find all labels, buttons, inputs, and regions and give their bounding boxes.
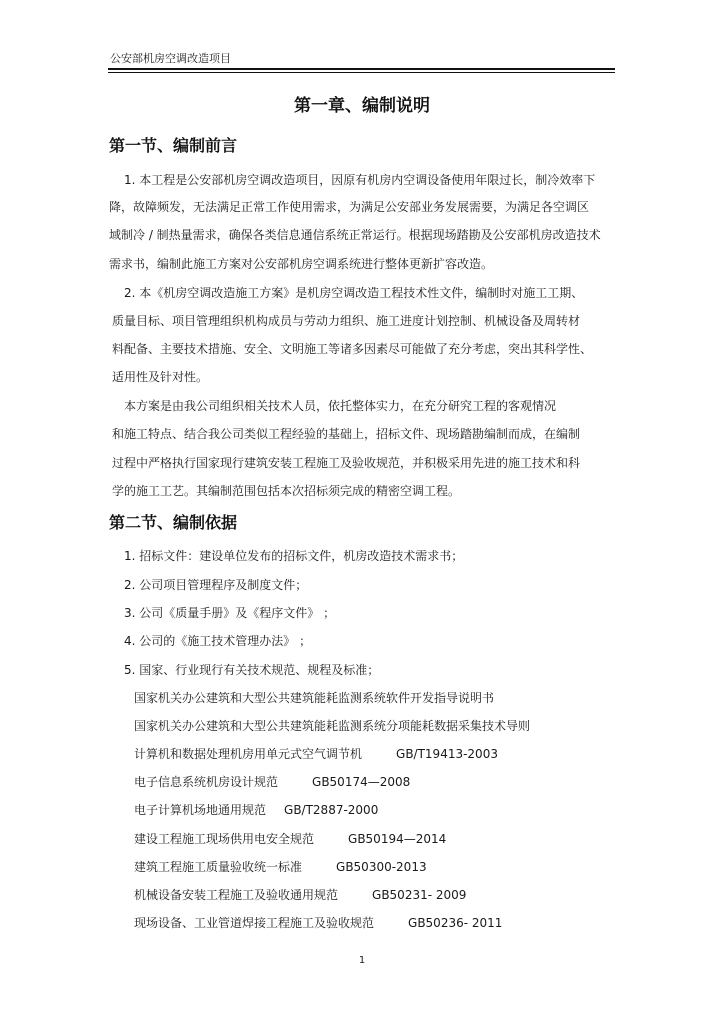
standard-name: 电子计算机场地通用规范 — [134, 803, 267, 817]
section-title: 第一节、编制前言 — [109, 136, 238, 155]
paragraph-line: 域制冷 / 制热量需求，确保各类信息通信系统正常运行。根据现场踏勘及公安部机房改造技术 — [109, 228, 601, 242]
standard-row — [134, 886, 466, 903]
standard-row — [134, 689, 494, 706]
page-number: 1 — [358, 955, 366, 966]
paragraph-line: 本方案是由我公司组织相关技术人员，依托整体实力，在充分研究工程的客观情况 — [124, 399, 557, 413]
paragraph-line: 2. 本《机房空调改造施工方案》是机房空调改造工程技术性文件，编制时对施工工期、 — [124, 286, 584, 300]
paragraph-line: 适用性及针对性。 — [112, 370, 209, 384]
standard-code: GB/T2887-2000 — [284, 803, 379, 817]
paragraph-line: 过程中严格执行国家现行建筑安装工程施工及验收规范，并积极采用先进的施工技术和科 — [112, 456, 581, 470]
standard-name: 现场设备、工业管道焊接工程施工及验收规范 — [134, 916, 375, 930]
standard-code: GB50174—2008 — [312, 775, 411, 789]
standard-row — [134, 773, 410, 790]
list-item: 2. 公司项目管理程序及制度文件； — [124, 578, 308, 592]
standard-code: GB/T19413-2003 — [396, 747, 498, 761]
standard-row — [134, 858, 427, 875]
list-item: 3. 公司《质量手册》及《程序文件》 ； — [124, 606, 336, 620]
chapter-title: 第一章、编制说明 — [294, 96, 430, 116]
standard-row — [134, 717, 530, 734]
standard-row — [134, 830, 446, 847]
standard-name: 建筑工程施工质量验收统一标准 — [134, 860, 303, 874]
header-rule-thick — [108, 68, 615, 70]
standard-name: 电子信息系统机房设计规范 — [134, 775, 279, 789]
standard-row — [134, 914, 502, 931]
standard-row — [134, 745, 498, 762]
standard-name: 国家机关办公建筑和大型公共建筑能耗监测系统软件开发指导说明书 — [134, 691, 495, 705]
list-item: 4. 公司的《施工技术管理办法》 ； — [124, 634, 312, 648]
paragraph-line: 需求书，编制此施工方案对公安部机房空调系统进行整体更新扩容改造。 — [109, 257, 494, 271]
standard-row — [134, 801, 378, 818]
paragraph-line: 降，故障频发，无法满足正常工作使用需求，为满足公安部业务发展需要，为满足各空调区 — [109, 200, 590, 214]
standard-code: GB50194—2014 — [348, 832, 447, 846]
paragraph-line: 学的施工工艺。其编制范围包括本次招标须完成的精密空调工程。 — [112, 484, 461, 498]
standard-name: 国家机关办公建筑和大型公共建筑能耗监测系统分项能耗数据采集技术导则 — [134, 719, 531, 733]
standard-name: 机械设备安装工程施工及验收通用规范 — [134, 888, 339, 902]
standard-code: GB50300-2013 — [336, 860, 427, 874]
paragraph-line: 1. 本工程是公安部机房空调改造项目，因原有机房内空调设备使用年限过长，制冷效率下 — [124, 173, 596, 187]
standard-code: GB50236- 2011 — [408, 916, 503, 930]
list-item: 1. 招标文件：建设单位发布的招标文件，机房改造技术需求书； — [124, 549, 464, 563]
paragraph-line: 和施工特点、结合我公司类似工程经验的基础上，招标文件、现场踏勘编制而成，在编制 — [112, 427, 581, 441]
list-item: 5. 国家、行业现行有关技术规范、规程及标准； — [124, 663, 380, 677]
standard-name: 计算机和数据处理机房用单元式空气调节机 — [134, 747, 363, 761]
paragraph-line: 质量目标、项目管理组织机构成员与劳动力组织、施工进度计划控制、机械设备及周转材 — [112, 314, 581, 328]
section-title: 第二节、编制依据 — [109, 513, 238, 532]
paragraph-line: 料配备、主要技术措施、安全、文明施工等诸多因素尽可能做了充分考虑，突出其科学性、 — [112, 342, 593, 356]
header-rule-thin — [108, 72, 615, 73]
standard-code: GB50231- 2009 — [372, 888, 467, 902]
standard-name: 建设工程施工现场供用电安全规范 — [134, 832, 315, 846]
running-header: 公安部机房空调改造项目 — [110, 52, 231, 65]
